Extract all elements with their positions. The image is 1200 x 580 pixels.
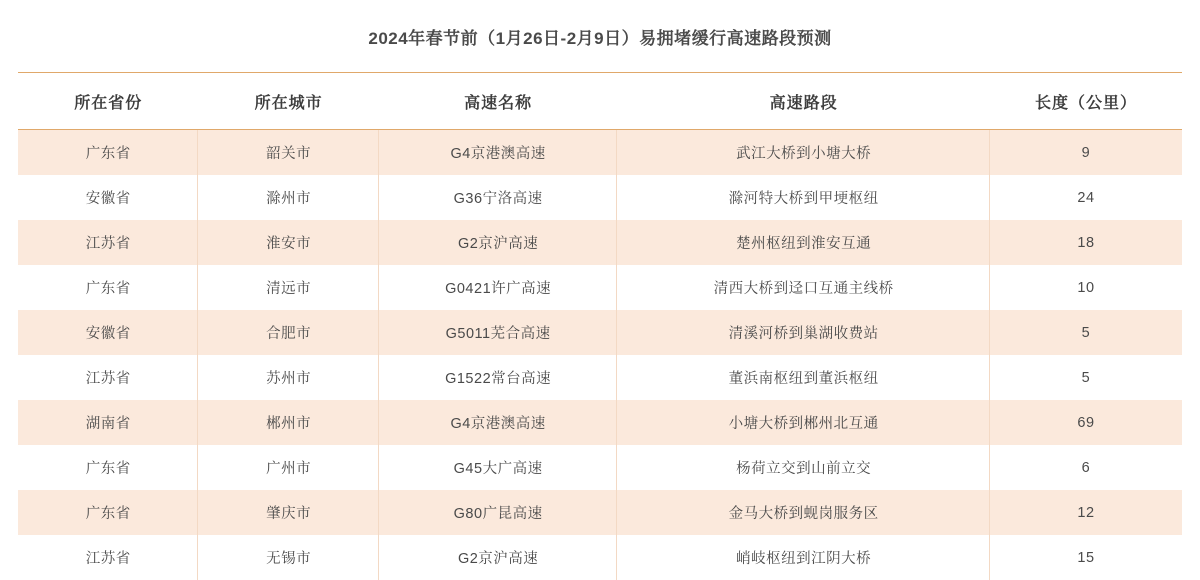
cell-province: 广东省 — [18, 490, 198, 535]
cell-province: 广东省 — [18, 445, 198, 490]
cell-province: 江苏省 — [18, 355, 198, 400]
cell-length: 10 — [990, 265, 1182, 310]
cell-highway-name: G80广昆高速 — [379, 490, 618, 535]
cell-city: 苏州市 — [198, 355, 378, 400]
cell-province: 安徽省 — [18, 310, 198, 355]
cell-highway-section: 杨荷立交到山前立交 — [617, 445, 989, 490]
cell-highway-name: G1522常台高速 — [379, 355, 618, 400]
cell-length: 12 — [990, 490, 1182, 535]
table-header-row — [18, 73, 1182, 130]
cell-length: 18 — [990, 220, 1182, 265]
table-body — [18, 130, 1182, 580]
cell-city: 韶关市 — [198, 130, 378, 176]
cell-length: 5 — [990, 310, 1182, 355]
cell-city: 郴州市 — [198, 400, 378, 445]
table-row — [18, 490, 1182, 535]
cell-highway-section: 清溪河桥到巢湖收费站 — [617, 310, 989, 355]
cell-province: 湖南省 — [18, 400, 198, 445]
table-header — [18, 73, 1182, 130]
cell-city: 广州市 — [198, 445, 378, 490]
table-row — [18, 265, 1182, 310]
cell-highway-name: G2京沪高速 — [379, 535, 618, 580]
cell-highway-name: G2京沪高速 — [379, 220, 618, 265]
cell-province: 江苏省 — [18, 535, 198, 580]
column-header-province: 所在省份 — [18, 73, 198, 130]
cell-highway-section: 滁河特大桥到甲埂枢纽 — [617, 175, 989, 220]
cell-highway-section: 小塘大桥到郴州北互通 — [617, 400, 989, 445]
cell-province: 广东省 — [18, 265, 198, 310]
table-row — [18, 535, 1182, 580]
cell-length: 15 — [990, 535, 1182, 580]
cell-province: 广东省 — [18, 130, 198, 176]
cell-length: 24 — [990, 175, 1182, 220]
table-row — [18, 355, 1182, 400]
cell-highway-name: G36宁洛高速 — [379, 175, 618, 220]
cell-highway-name: G5011芜合高速 — [379, 310, 618, 355]
cell-highway-name: G4京港澳高速 — [379, 400, 618, 445]
cell-province: 江苏省 — [18, 220, 198, 265]
page-title: 2024年春节前（1月26日-2月9日）易拥堵缓行高速路段预测 — [368, 24, 831, 49]
cell-highway-section: 金马大桥到蚬岗服务区 — [617, 490, 989, 535]
table-row — [18, 175, 1182, 220]
traffic-forecast-table — [18, 72, 1182, 580]
column-header-highway-name: 高速名称 — [379, 73, 618, 130]
cell-city: 肇庆市 — [198, 490, 378, 535]
cell-highway-section: 武江大桥到小塘大桥 — [617, 130, 989, 176]
table-row — [18, 445, 1182, 490]
column-header-city: 所在城市 — [198, 73, 378, 130]
cell-highway-section: 董浜南枢纽到董浜枢纽 — [617, 355, 989, 400]
cell-length: 69 — [990, 400, 1182, 445]
table-row — [18, 130, 1182, 176]
cell-highway-section: 峭岐枢纽到江阴大桥 — [617, 535, 989, 580]
cell-highway-name: G0421许广高速 — [379, 265, 618, 310]
cell-highway-section: 楚州枢纽到淮安互通 — [617, 220, 989, 265]
column-header-length: 长度（公里） — [990, 73, 1182, 130]
cell-highway-name: G4京港澳高速 — [379, 130, 618, 176]
cell-city: 淮安市 — [198, 220, 378, 265]
cell-city: 滁州市 — [198, 175, 378, 220]
cell-highway-section: 清西大桥到迳口互通主线桥 — [617, 265, 989, 310]
column-header-highway-section: 高速路段 — [617, 73, 989, 130]
cell-city: 清远市 — [198, 265, 378, 310]
cell-city: 合肥市 — [198, 310, 378, 355]
cell-length: 9 — [990, 130, 1182, 176]
title-bar — [18, 0, 1182, 72]
table-row — [18, 310, 1182, 355]
table-row — [18, 220, 1182, 265]
cell-length: 6 — [990, 445, 1182, 490]
cell-city: 无锡市 — [198, 535, 378, 580]
cell-province: 安徽省 — [18, 175, 198, 220]
table-row — [18, 400, 1182, 445]
cell-length: 5 — [990, 355, 1182, 400]
cell-highway-name: G45大广高速 — [379, 445, 618, 490]
